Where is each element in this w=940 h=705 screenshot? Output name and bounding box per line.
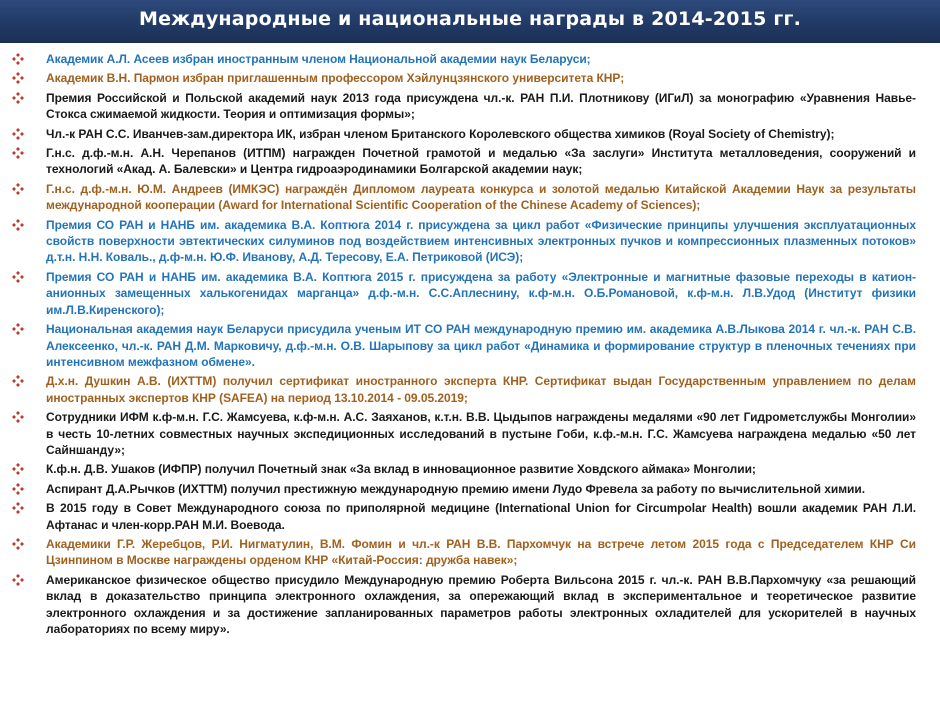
list-item-text: Премия СО РАН и НАНБ им. академика В.А. Коптюга 2014 г. присуждена за цикл работ «Физические принципы улучшения эксплуатационных свойств поверхности эвтектических силуминов под воздействием интенсивных электронных пучков и компрессионных плазменных потоков» д.т.н. Н.Н. Коваль., д.ф-м.н. Ю.Ф. Иванову, А.Д. Тересову, Е.А. Петриковой (ИСЭ); [46,217,916,265]
diamond-bullet-icon [12,147,24,159]
diamond-bullet-icon [12,411,24,423]
list-item-text: Г.н.с. д.ф.-м.н. Ю.М. Андреев (ИМКЭС) награждён Дипломом лауреата конкурса и золотой медалью Китайской Академии Наук за результаты международной кооперации (Award for International Scientific Cooperation of the Chinese Academy of Sciences); [46,181,916,213]
diamond-bullet-icon [12,53,24,65]
list-item-text: Американское физическое общество присудило Международную премию Роберта Вильсона 2015 г. чл.-к. РАН В.В.Пархомчуку «за решающий вклад в доказательство принципа электронного охлаждения, за опережающий вклад в экспериментальное и теоретическое развитие электронного охлаждения и за достижение запланированных параметров работы электронных охладителей для ускорителей в научных лабораториях по всему миру». [46,572,916,636]
list-item [12,481,916,497]
diamond-bullet-icon [12,574,24,586]
list-item [12,70,916,86]
diamond-bullet-icon [12,483,24,495]
diamond-bullet-icon [12,219,24,231]
diamond-bullet-icon [12,92,24,104]
list-item [12,217,916,266]
list-item [12,536,916,569]
diamond-bullet-icon [12,502,24,514]
list-item [12,145,916,178]
list-item-text: Премия СО РАН и НАНБ им. академика В.А. Коптюга 2015 г. присуждена за работу «Электронные и магнитные фазовые переходы в катион-анионных замещенных халькогенидах марганца» д.ф.-м.н. С.С.Аплеснину, к.ф-м.н. О.Б.Романовой, к.ф-м.н. Л.В.Удод (Институт физики им.Л.В.Киренского); [46,269,916,317]
list-item-text: В 2015 году в Совет Международного союза по приполярной медицине (International Union for Circumpolar Health) вошли академик РАН Л.И. Афтанас и член-корр.РАН М.И. Воевода. [46,501,916,532]
diamond-bullet-icon [12,271,24,283]
page-title: Международные и национальные награды в 2014-2015 гг. [138,8,801,30]
list-item-text: Чл.-к РАН С.С. Иванчев-зам.директора ИК, избран членом Британского Королевского общества химиков (Royal Society of Chemistry); [46,126,835,141]
list-item [12,409,916,458]
list-item [12,461,916,477]
list-item [12,572,916,638]
list-item-text: Премия Российской и Польской академий наук 2013 года присуждена чл.-к. РАН П.И. Плотникову (ИГиЛ) за монографию «Уравнения Навье-Стокса сжимаемой жидкости. Теория и оптимизация формы»; [46,90,916,122]
list-item [12,269,916,318]
list-item-text: Г.н.с. д.ф.-м.н. А.Н. Черепанов (ИТПМ) награжден Почетной грамотой и медалью «За заслуги» Института металловедения, сооружений и технологий «Акад. А. Балевски» и Центра гидроаэродинамики Болгарской академии наук; [46,146,916,177]
list-item [12,181,916,214]
diamond-bullet-icon [12,538,24,550]
list-item [12,90,916,123]
list-item [12,321,916,370]
list-item-text: К.ф.н. Д.В. Ушаков (ИФПР) получил Почетный знак «За вклад в инновационное развитие Ховдского аймака» Монголии; [46,462,756,477]
list-item-text: Национальная академия наук Беларуси присудила ученым ИТ СО РАН международную премию им. академика А.В.Лыкова 2014 г. чл.-к. РАН С.В. Алексеенко, чл.-к. РАН Д.М. Марковичу, д.ф.-м.н. О.В. Шарыпову за цикл работ «Динамика и формирование структур в пленочных течениях при интенсивном межфазном обмене». [46,322,916,369]
title-banner [0,0,940,43]
diamond-bullet-icon [12,72,24,84]
list-item-text: Академик А.Л. Асеев избран иностранным членом Национальной академии наук Беларуси; [46,52,591,66]
diamond-bullet-icon [12,375,24,387]
diamond-bullet-icon [12,463,24,475]
diamond-bullet-icon [12,323,24,335]
list-item-text: Д.х.н. Душкин А.В. (ИХТТМ) получил сертификат иностранного эксперта КНР. Сертификат выдан Государственным управлением по делам иностранных экспертов КНР (SAFEA) на период 13.10.2014 - 09.05.2019; [46,374,916,405]
list-item [12,126,916,142]
list-item [12,500,916,533]
list-item-text: Академики Г.Р. Жеребцов, Р.И. Нигматулин, В.М. Фомин и чл.-к РАН В.В. Пархомчук на встрече летом 2015 года с Председателем КНР Си Цзинпином в Москве награждены орденом КНР «Китай-Россия: дружба навек»; [46,536,916,568]
list-item [12,51,916,67]
diamond-bullet-icon [12,183,24,195]
list-item [12,373,916,406]
diamond-bullet-icon [12,128,24,140]
list-item-text: Сотрудники ИФМ к.ф-м.н. Г.С. Жамсуева, к.ф-м.н. А.С. Заяханов, к.т.н. В.В. Цыдыпов награждены медалями «90 лет Гидрометслужбы Монголии» в честь 10-летних совместных научных экспедиционных исследований в пустыне Гоби, к.ф.-м.н. Г.С. Жамсуева награждена медалью «50 лет Сайншанду»; [46,410,916,457]
list-item-text: Академик В.Н. Пармон избран приглашенным профессором Хэйлунцзянского университета КНР; [46,71,625,86]
list-item-text: Аспирант Д.А.Рычков (ИХТТМ) получил престижную международную премию имени Лудо Фревела за работу по вычислительной химии. [46,481,865,496]
awards-list [12,51,916,640]
